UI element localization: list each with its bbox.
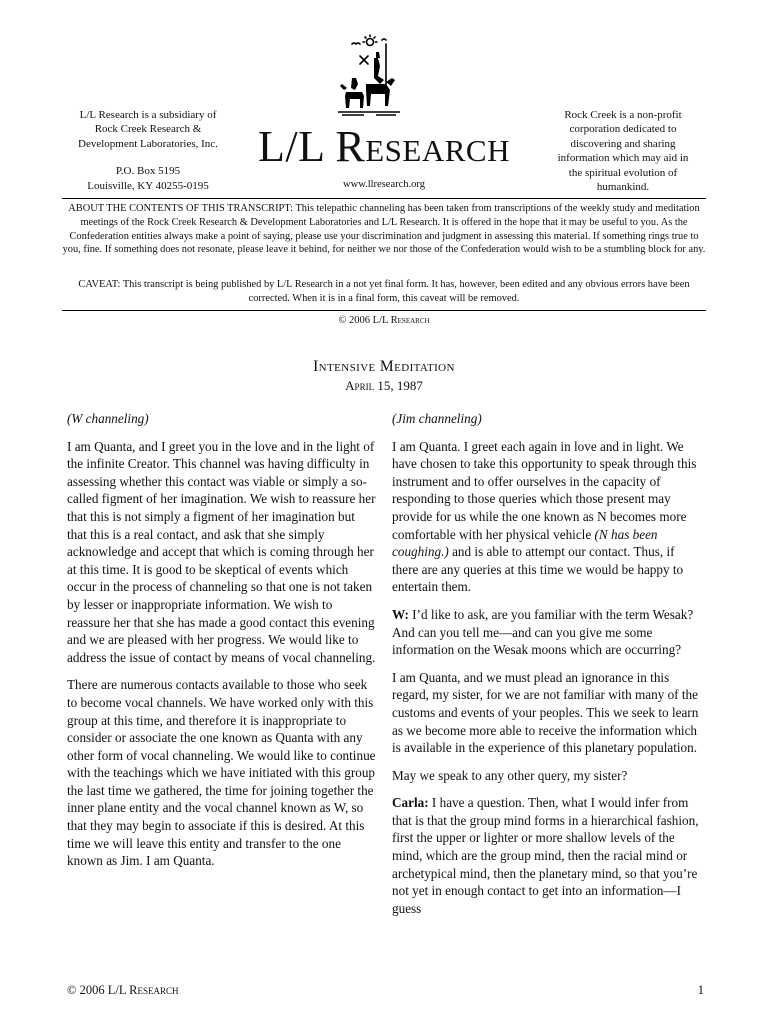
brand-title: L/L Research [258, 122, 510, 171]
transcript-paragraph: I am Quanta. I greet each again in love and in light. We have chosen to take this opportunity to speak through this instrument and to offer ourselves in the capacity of responding to those queries which those present may provide for us while the one known as N becomes more comfortable with her physical vehicle (N has been coughing.) and is able to attempt our contact. Thus, if there are any queries at this time we would be happy to entertain them. [392, 438, 697, 595]
header-right-line: Rock Creek is a non-profit [564, 109, 682, 121]
header-right-line: the spiritual evolution of [568, 166, 678, 179]
transcript-paragraph: I am Quanta, and I greet you in the love and in the light of the infinite Creator. This channel was having difficulty in assessing whether this contact was viable or simply a so-called figment of her imagination. We wish to reassure her that this is not simply a figment of her imagination but that this is a real contact, and ask that she simply acknowledge and accept that which is coming through her at this time. It is good to be skeptical of events which occur in the process of channeling so that one is not taken by lesser or inappropriate information. We wish to reassure her that she has made a good contact this evening and we are pleased with her progress. We would like to address the issue of contact by means of vocal channeling. [67, 438, 376, 665]
channel-label: (Jim channeling) [392, 411, 482, 426]
session-date: April 15, 1987 [345, 378, 423, 393]
header-right-line: corporation dedicated to [569, 123, 677, 136]
transcript-paragraph: There are numerous contacts available to those who seek to become vocal channels. We have worked only with this group at this time, and therefore it is inappropriate to consider or associate the one known as Quanta with any other form of vocal channeling. We would like to continue with the teachings which we have initiated with this group the last time we gathered, the time for joining together the inner plane entity and the vocal channel known as W, so that they may begin to associate if this is desired. At this time we will leave this entity and transfer to the one known as Jim. I am Quanta. [67, 677, 376, 869]
page-number: 1 [697, 983, 704, 997]
stage-note: (N has been coughing.) [392, 526, 658, 560]
header-left-info [62, 108, 234, 193]
header-divider [62, 198, 706, 199]
don-quixote-logo-icon [330, 34, 416, 120]
header-left-line: Louisville, KY 40255-0195 [87, 179, 209, 192]
header-right-line: humankind. [596, 181, 650, 194]
website-url: www.llresearch.org [343, 179, 425, 190]
footer-copyright: © 2006 L/L Research [67, 983, 179, 997]
notice-divider [62, 310, 706, 311]
speaker-name: Carla: [392, 795, 429, 811]
speaker-name: W: [392, 606, 409, 622]
transcript-paragraph: May we speak to any other query, my sister? [392, 767, 628, 783]
about-notice: ABOUT THE CONTENTS OF THIS TRANSCRIPT: This telepathic channeling has been taken from transcriptions of the weekly study and meditation meetings of the Rock Creek Research & Development Laboratories and L/L Research. It is offered in the hope that it may be useful to you. As the Confederation entities always make a point of saying, please use your discrimination and judgment in assessing this material. If something rings true to you, fine. If something does not resonate, please leave it behind, for neither we nor those of the Confederation would wish to be a stumbling block for any. [62, 203, 706, 256]
header-left-line: P.O. Box 5195 [115, 165, 181, 178]
header-right-line: information which may aid in [557, 152, 689, 165]
header-left-line: Rock Creek Research & [94, 123, 202, 136]
left-column [67, 410, 377, 880]
transcript-paragraph: I am Quanta, and we must plead an ignorance in this regard, my sister, for we are not familiar with many of the customs and events of your peoples. This we seek to learn as we become more able to receive the information which is available in the experience of this planetary population. [392, 669, 699, 756]
header-right-info [538, 108, 708, 194]
transcript-paragraph: Carla: I have a question. Then, what I would infer from that is that the group mind forms in a hierarchical fashion, first the upper or lighter or more shallow levels of the mind, which are the group mind, then the racial mind or archetypical mind, then the planetary mind, so that you’re not yet in enough contact to get into an information—I guess [392, 795, 699, 916]
header-left-line: L/L Research is a subsidiary of [79, 109, 217, 121]
caveat-notice: CAVEAT: This transcript is being published by L/L Research in a not yet final form. It has, however, been edited and any obvious errors have been corrected. When it is in a final form, this caveat will be removed. [78, 279, 690, 304]
header-right-line: discovering and sharing [570, 137, 676, 150]
transcript-paragraph: W: I’d like to ask, are you familiar with the term Wesak? And can you tell me—and can you give me some information on the Wesak moons which are occurring? [392, 606, 694, 658]
right-column [392, 410, 704, 927]
notice-copyright: © 2006 L/L Research [338, 315, 430, 326]
header-left-line: Development Laboratories, Inc. [78, 137, 218, 150]
session-title: Intensive Meditation [313, 358, 455, 375]
channel-label: (W channeling) [67, 411, 149, 426]
